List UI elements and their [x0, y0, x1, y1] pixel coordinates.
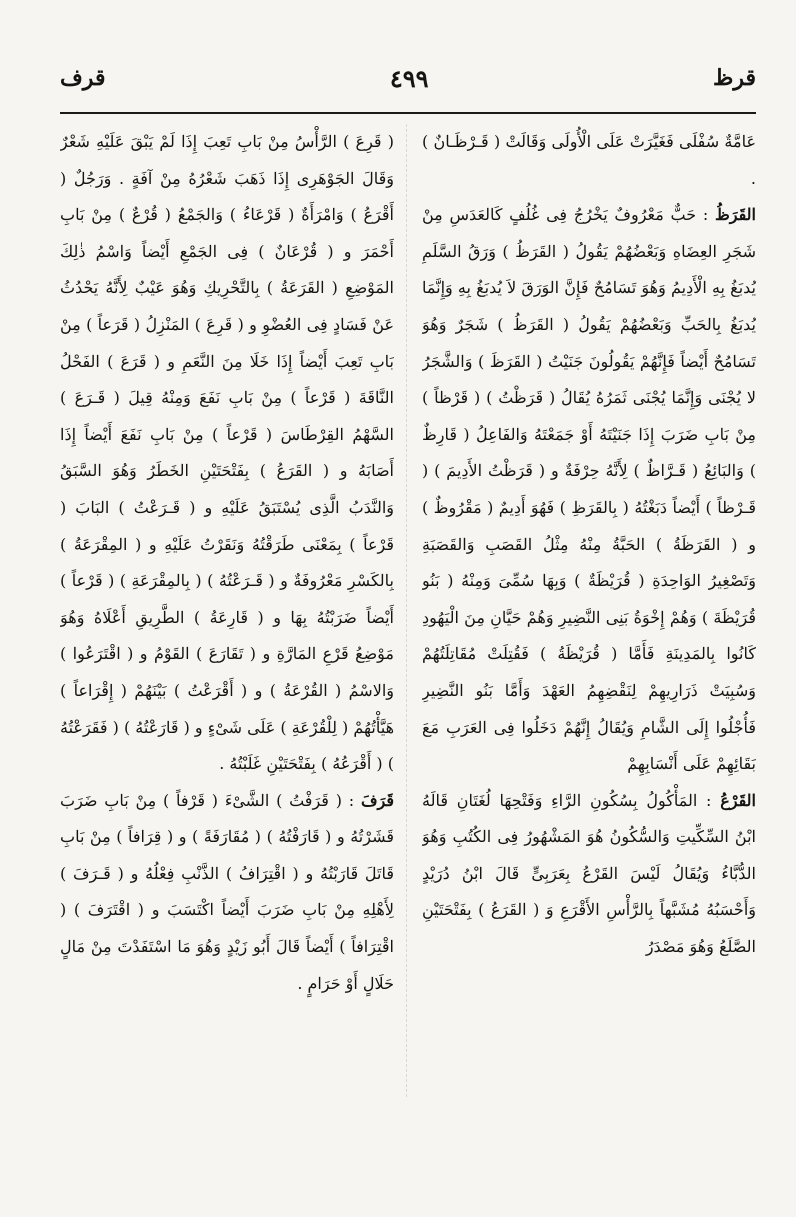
text-columns [60, 124, 756, 1137]
entry-headword: القَرَظُ [714, 205, 756, 225]
header-rule [60, 112, 756, 114]
entry-text: عَامَّةٌ سُفْلَى فَغَيَّرَتْ عَلَى الْأُولَى وَقَالَتْ ( قَـرْظَـانٌ ) . [422, 132, 756, 188]
header-left-word: قرف [60, 65, 106, 91]
page-number: ٤٩٩ [389, 63, 429, 93]
entry-text: : المَأْكُولُ بِسُكُونِ الرَّاءِ وَفَتْحِهَا لُغَتَانِ قَالَهُ ابْنُ السِّكِّيتِ وَالسُّكُونُ هُوَ المَشْهُورُ فِى الكُتُبِ وَهُوَ الدُّبَّاءُ وَيُقَالُ لَيْسَ القَرْعُ بِعَرَبِىٍّ قَالَ ابْنُ دُرَيْدٍ وَأَحْسَبُهُ مُشَبَّهاً بِالرَّأْسِ الأَقْرَعِ وَ ( القَرَعُ ) بِفَتْحَتَيْنِ الصَّلَعُ وَهُوَ مَصْدَرُ [422, 790, 756, 957]
entry-text: : حَبٌّ مَعْرُوفٌ يَخْرُجُ فِى غُلُفٍ كَالعَدَسِ مِنْ شَجَرِ العِضَاهِ وَبَعْضُهُمْ يَقُولُ ( القَرَظُ ) وَرَقُ السَّلَمِ يُدبَغُ بِهِ الْأَدِيمُ وَهُوَ تَسَامُحٌ فَإِنَّ الوَرَقَ لاَ يُدبَغُ بِهِ وَإِنَّمَا يُدبَغُ بِالحَبِّ وَبَعْضُهُمْ يَقُولُ ( القَرَظُ ) شَجَرٌ وَهُوَ تَسَامُحٌ أَيْضاً فَإِنَّهُمْ يَقُولُونَ جَنَيْتُ ( القَرَظَ ) وَالشَّجَرُ لا يُجْنَى وَإِنَّمَا يُجْنَى ثَمَرُهُ يُقَالُ ( قَرَظْتُ ) ( قَرْظاً ) مِنْ بَابِ ضَرَبَ إِذَا جَنَيْتَهُ أَوْ جَمَعْتَهُ وَالفَاعِلُ ( قَارِظٌ ) وَالبَائِعُ ( قَـرَّاظٌ ) لِأَنَّهُ حِرْفَةٌ و ( قَرَظْتُ الأَدِيمَ ) ( قَـرْظاً ) أَيْضاً دَبَغْتُهُ ( بِالقَرَظِ ) فَهُوَ أَدِيمٌ ( مَقْرُوظٌ ) و ( القَرَظَةُ ) الحَبَّةُ مِنْهُ مِثْلُ القَصَبِ وَالقَصَبَةِ وَتَصْغِيرُ الوَاحِدَةِ ( قُرَيْظَةٌ ) وَبِهَا سُمِّىَ وَمِنْهُ ( بَنُو قُرَيْظَةَ ) وَهُمْ إِخْوَةُ بَنِى النَّضِيرِ وَهُمْ حَيَّانِ مِنَ الْيَهُودِ كَانُوا بِالمَدِينَةِ فَأَمَّا ( قُرَيْظَةُ ) فَقُتِلَتْ مُقَاتِلَتُهُمْ وَسُبِيَتْ ذَرَارِيهِمْ لِنَقْضِهِمُ العَهْدَ وَأَمَّا بَنُو النَّضِيرِ فَأُجْلُوا إِلَى الشَّامِ وَيُقَالُ إِنَّهُمْ دَخَلُوا فِى العَرَبِ مَعَ بَقَائِهِمْ عَلَى أَنْسَابِهِمْ [422, 205, 756, 774]
entry-headword: قَرَفَ [360, 790, 394, 810]
entry-headword: القَرْعُ [720, 790, 756, 810]
right-column [422, 124, 756, 1137]
entry-paragraph [422, 783, 756, 966]
entry-paragraph [60, 783, 394, 1003]
left-column [60, 124, 394, 1137]
entry-text: ( قَرِعَ ) الرَّأْسُ مِنْ بَابِ تَعِبَ إِذَا لَمْ يَبْقَ عَلَيْهِ شَعْرٌ وَقَالَ الجَوْهَرِى إِذَا ذَهَبَ شَعْرُهُ مِنْ آفَةٍ . وَرَجُلٌ ( أَقْرَعُ ) وَامْرَأَةٌ ( قَرْعَاءُ ) وَالجَمْعُ ( قُرْعٌ ) مِنْ بَابِ أَحْمَرَ و ( قُرْعَانٌ ) فِى الجَمْعِ أَيْضاً وَاسْمُ ذٰلِكَ المَوْضِعِ ( القَرَعَةُ ) بِالتَّحْرِيكِ وَهُوَ عَيْبٌ لِأَنَّهُ يَحْدُثُ عَنْ فَسَادٍ فِى العُضْوِ و ( قَرِعَ ) المَنْزِلُ ( قَرَعاً ) مِنْ بَابِ تَعِبَ أَيْضاً إِذَا خَلَا مِنَ النَّعَمِ و ( قَرَعَ ) الفَحْلُ النَّاقَةَ ( قَرْعاً ) مِنْ بَابِ نَفَعَ وَمِنْهُ قِيلَ ( قَـرَعَ ) السَّهْمُ القِرْطَاسَ ( قَرْعاً ) مِنْ بَابِ نَفَعَ أَيْضاً إِذَا أَصَابَهُ و ( القَرَعُ ) بِفَتْحَتَيْنِ الخَطَرُ وَهُوَ السَّبَقُ وَالنَّدَبُ الَّذِى يُسْتَبَقُ عَلَيْهِ و ( قَـرَعْتُ ) البَابَ ( قَرْعاً ) بِمَعْنَى طَرَقْتُهُ وَنَقَرْتُ عَلَيْهِ و ( المِقْرَعَةُ ) بِالكَسْرِ مَعْرُوفَةٌ و ( قَـرَعْتُهُ ) ( بِالمِقْرَعَةِ ) ( قَرْعاً ) أَيْضاً ضَرَبْتُهُ بِهَا و ( قَارِعَةُ ) الطَّرِيقِ أَعْلَاهُ وَهُوَ مَوْضِعُ قَرْعِ المَارَّةِ و ( تَقَارَعَ ) القَوْمُ و ( اقْتَرَعُوا ) وَالاسْمُ ( القُرْعَةُ ) و ( أَقْرَعْتُ ) بَيْنَهُمْ ( إِقْرَاعاً ) هَيَّأْتُهُمْ ( لِلْقُرْعَةِ ) عَلَى شَىْءٍ و ( قَارَعْتُهُ ) ( فَقَرَعْتُهُ ) ( أَقْرَعُهُ ) بِفَتْحَتَيْنِ غَلَبْتُهُ . [60, 132, 394, 774]
entry-paragraph [60, 124, 394, 783]
entry-text: : ( قَرَفْتُ ) الشَّىْءَ ( قَرْفاً ) مِنْ بَابِ ضَرَبَ قَشَرْتُهُ و ( قَارَفْتُهُ ) ( مُقَارَفَةً ) و ( قِرَافاً ) مِنْ بَابِ قَاتَلَ قَارَبْتُهُ و ( اقْتِرَافُ ) الذَّنْبِ فِعْلُهُ و ( قَـرَفَ ) لِأَهْلِهِ مِنْ بَابِ ضَرَبَ أَيْضاً اكْتَسَبَ و ( اقْتَرَفَ ) ( اقْتِرَافاً ) أَيْضاً قَالَ أَبُو زَيْدٍ وَهُوَ مَا اسْتَفَدْتَ مِنْ مَالٍ حَلَالٍ أَوْ حَرَامٍ . [60, 790, 394, 993]
header-right-word: قرظ [712, 65, 756, 91]
page-header [60, 58, 756, 98]
entry-paragraph [422, 197, 756, 783]
entry-paragraph [422, 124, 756, 197]
